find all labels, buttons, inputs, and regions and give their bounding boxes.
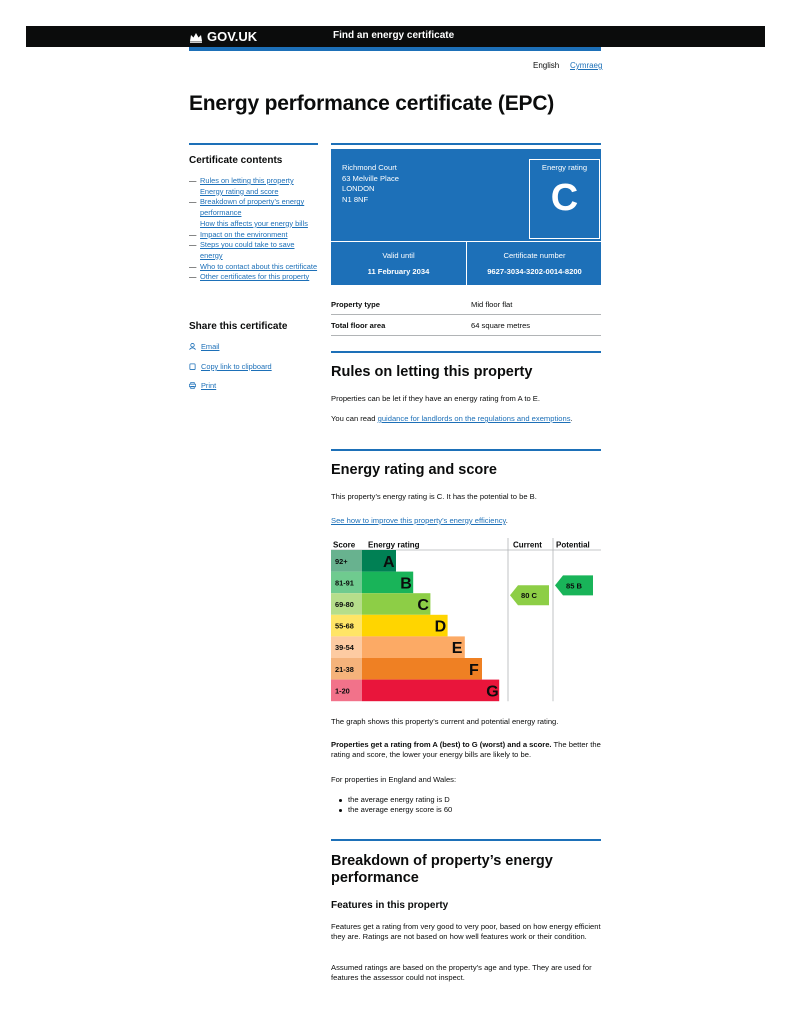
- address-line: Richmond Court: [342, 163, 397, 172]
- breakdown-title-line1: Breakdown of property’s energy: [331, 853, 553, 869]
- address-line: LONDON: [342, 184, 375, 194]
- energy-rating-label: Energy rating: [541, 163, 588, 172]
- band-letter: A: [383, 553, 395, 571]
- chart-header-1: Energy rating: [368, 540, 420, 550]
- list-item: the average energy rating is D: [331, 795, 452, 805]
- band-score-label: 55-68: [335, 621, 354, 631]
- band-bar-f: [362, 658, 482, 680]
- energy-rating-box: [529, 159, 600, 239]
- potential-rating-label: 85 B: [566, 581, 583, 591]
- energy-title: Energy rating and score: [331, 462, 497, 478]
- chart-header-2: Current: [513, 540, 542, 550]
- band-bar-e: [362, 636, 465, 658]
- current-rating-label: 80 C: [521, 591, 538, 601]
- breakdown-title-line2: performance: [331, 870, 419, 886]
- share-email-link[interactable]: [189, 342, 219, 351]
- toc-dash: —: [189, 240, 197, 250]
- toc-item[interactable]: [189, 240, 318, 261]
- share-email-label: Email: [201, 342, 220, 351]
- logo-text: GOV.UK: [207, 29, 258, 44]
- section-divider: [331, 351, 601, 353]
- energy-rating-graph: [331, 538, 601, 702]
- contents-title: Certificate contents: [189, 155, 283, 166]
- band-letter: C: [417, 597, 429, 614]
- toc-link[interactable]: Who to contact about this certificate: [200, 261, 318, 271]
- rating-explainer-bold: Properties get a rating from A (best) to G (worst) and a score.: [331, 740, 552, 749]
- page-title: Energy performance certificate (EPC): [189, 92, 555, 115]
- property-key: Property type: [331, 300, 380, 309]
- averages-intro: For properties in England and Wales:: [331, 775, 457, 784]
- epc-summary-card: [331, 149, 601, 285]
- crown-icon: [189, 31, 203, 43]
- toc-dash: —: [189, 197, 197, 207]
- copy-icon: [189, 363, 196, 370]
- rating-explainer-rest: The better the rating and score, the lower your energy bills are likely to be.: [331, 740, 601, 760]
- language-english: English: [533, 61, 560, 70]
- govuk-logo[interactable]: [189, 29, 257, 44]
- property-key: Total floor area: [331, 321, 386, 330]
- property-value: Mid floor flat: [471, 300, 513, 309]
- property-row: [331, 315, 601, 336]
- features-text: Features get a rating from very good to very poor, based on how energy efficient they are. Ratings are not based on how well features work or their condition.: [331, 922, 601, 942]
- rules-text: Properties can be let if they have an energy rating from A to E.: [331, 394, 540, 403]
- email-icon: [189, 343, 196, 350]
- toc-link[interactable]: Other certificates for this property: [200, 272, 310, 282]
- guidance-prefix: You can read: [331, 414, 378, 423]
- section-divider: [331, 839, 601, 841]
- certificate-contents: [189, 143, 318, 283]
- band-bar-g: [362, 680, 499, 702]
- share-copy-label: Copy link to clipboard: [201, 362, 272, 371]
- toc-dash: —: [189, 229, 197, 239]
- valid-until-value: 11 February 2034: [367, 267, 430, 276]
- energy-rating-chart: [331, 538, 601, 702]
- toc-item[interactable]: [189, 272, 318, 283]
- averages-list: [331, 795, 452, 816]
- improve-paragraph: [331, 516, 603, 526]
- band-letter: D: [434, 618, 447, 636]
- toc-item[interactable]: [189, 187, 318, 198]
- address-line: 63 Melville Place: [342, 173, 399, 183]
- breakdown-title: [331, 853, 553, 887]
- address-line: N1 8NF: [342, 194, 369, 204]
- toc-dash: —: [189, 261, 197, 271]
- band-score-label: 21-38: [335, 664, 354, 674]
- chart-header-3: Potential: [556, 540, 590, 550]
- property-value: 64 square metres: [471, 321, 531, 330]
- certificate-details: [331, 241, 601, 286]
- share-print-label: Print: [201, 381, 217, 390]
- band-score-label: 92+: [335, 556, 348, 566]
- toc-link[interactable]: Steps you could take to save energy: [200, 240, 295, 260]
- valid-until-label: Valid until: [382, 251, 415, 260]
- toc-link[interactable]: Impact on the environment: [200, 229, 288, 239]
- band-letter: B: [400, 575, 412, 593]
- band-letter: G: [486, 683, 499, 701]
- band-score-label: 39-54: [335, 643, 354, 653]
- band-score-label: 69-80: [335, 600, 354, 609]
- print-icon: [189, 382, 196, 389]
- toc-item[interactable]: [189, 262, 318, 273]
- property-address: [342, 163, 399, 205]
- certificate-number-value: 9627-3034-3202-0014-8200: [487, 267, 582, 276]
- valid-until: [331, 242, 466, 286]
- share-title: Share this certificate: [189, 321, 288, 332]
- property-summary: [331, 294, 601, 336]
- certificate-number: [466, 242, 602, 286]
- band-letter: E: [451, 640, 463, 658]
- list-item: the average energy score is 60: [331, 805, 452, 815]
- energy-rating-text: This property’s energy rating is C. It has the potential to be B.: [331, 492, 537, 501]
- toc-item[interactable]: [189, 176, 318, 187]
- language-welsh-link[interactable]: Cymraeg: [570, 61, 603, 70]
- toc-link[interactable]: How this affects your energy bills: [200, 218, 308, 228]
- toc-dash: —: [189, 272, 197, 282]
- assumed-ratings-text: Assumed ratings are based on the property’s age and type. They are used for features the assessor could not inspect.: [331, 963, 592, 983]
- toc-link[interactable]: Rules on letting this property: [200, 176, 294, 185]
- chart-header-0: Score: [333, 540, 356, 550]
- toc-item[interactable]: [189, 230, 318, 241]
- header-blue-bar: [189, 47, 601, 51]
- energy-rating-letter: C: [550, 177, 579, 219]
- property-row: [331, 294, 601, 315]
- band-letter: F: [469, 661, 479, 679]
- certificate-number-label: Certificate number: [503, 251, 566, 260]
- graph-caption: The graph shows this property’s current and potential energy rating.: [331, 717, 559, 726]
- improve-suffix: .: [505, 516, 508, 525]
- improve-link[interactable]: See how to improve this property’s energy efficiency: [331, 516, 506, 525]
- guidance-link[interactable]: guidance for landlords on the regulations and exemptions: [377, 414, 571, 423]
- toc-dash: —: [189, 176, 197, 185]
- contents-list: [189, 176, 318, 283]
- rules-guidance: [331, 414, 603, 424]
- toc-link[interactable]: Breakdown of property’s energy performance: [200, 197, 305, 218]
- toc-item[interactable]: [189, 197, 318, 218]
- share-copy-link[interactable]: [189, 362, 272, 371]
- band-score-label: 1-20: [335, 686, 350, 696]
- toc-link[interactable]: Energy rating and score: [200, 186, 279, 196]
- rules-title: Rules on letting this property: [331, 364, 533, 380]
- section-divider: [331, 143, 601, 145]
- rating-explainer: [331, 740, 603, 761]
- band-score-label: 81-91: [335, 578, 354, 588]
- toc-item[interactable]: [189, 219, 318, 230]
- section-divider: [331, 449, 601, 451]
- share-print-link[interactable]: [189, 381, 216, 390]
- features-title: Features in this property: [331, 900, 449, 911]
- service-name[interactable]: Find an energy certificate: [333, 30, 455, 41]
- guidance-suffix: .: [570, 414, 573, 423]
